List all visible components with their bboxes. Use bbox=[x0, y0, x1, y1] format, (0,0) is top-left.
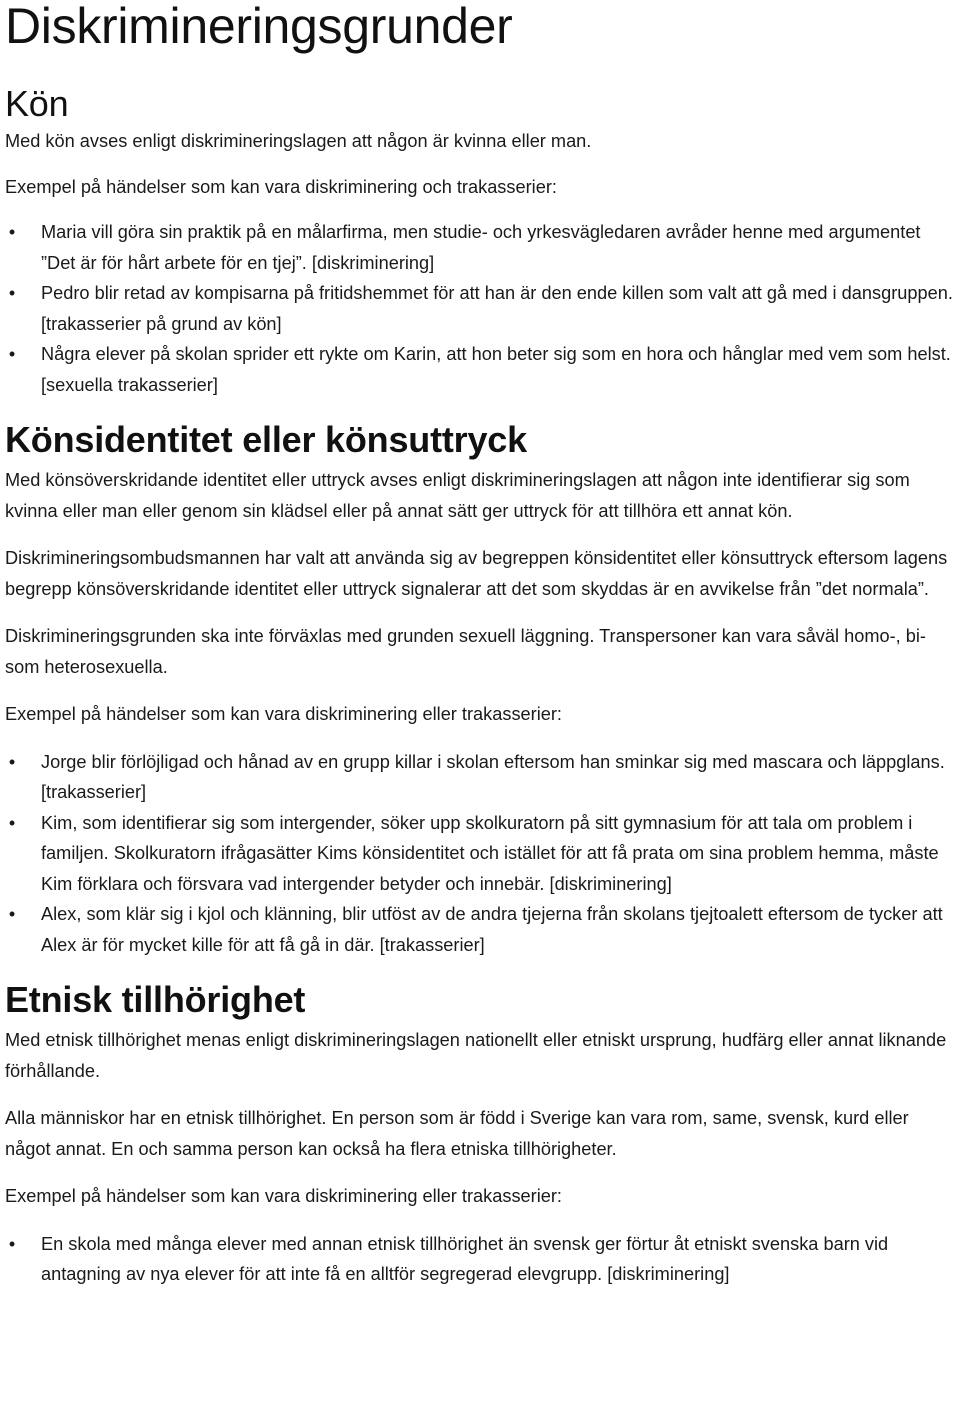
bullet-icon: • bbox=[8, 344, 16, 364]
example-text: Jorge blir förlöjligad och hånad av en grupp killar i skolan eftersom han sminkar sig med mascara och läppglans. [trakasserier] bbox=[41, 751, 945, 802]
example-text: Alex, som klär sig i kjol och klänning, blir utföst av de andra tjejerna från skolans tjejtoalett eftersom de tycker att Alex är för mycket kille för att få gå in där. [trakasserier] bbox=[41, 904, 943, 955]
section-konsidentitet-examples-intro: Exempel på händelser som kan vara diskriminering eller trakasserier: bbox=[5, 704, 562, 724]
bullet-icon: • bbox=[8, 1233, 16, 1254]
section-konsidentitet-definition: Med könsöverskridande identitet eller uttryck avses enligt diskrimineringslagen att någon inte identifierar sig som kvinna eller man eller genom sin klädsel eller på annat sätt ger uttryck för att tillhöra ett annat kön. bbox=[5, 470, 910, 521]
section-etnisk-definition: Med etnisk tillhörighet menas enligt diskrimineringslagen nationellt eller etniskt ursprung, hudfärg eller annat liknande förhållande. bbox=[5, 1030, 947, 1081]
section-etnisk-examples-intro: Exempel på händelser som kan vara diskriminering eller trakasserier: bbox=[5, 1186, 562, 1206]
example-text: Kim, som identifierar sig som intergender, söker upp skolkuratorn på sitt gymnasium för att tala om problem i familjen. Skolkuratorn ifrågasätter Kims könsidentitet och istället för att få prata om sina problem hemma, måste Kim förklara och försvara vad intergender betyder och innebär. [diskriminering] bbox=[41, 812, 939, 894]
list-item bbox=[5, 899, 957, 960]
document-page bbox=[5, 0, 957, 1290]
section-heading-konsidentitet: Könsidentitet eller könsuttryck bbox=[5, 419, 527, 460]
section-etnisk-paragraph: Alla människor har en etnisk tillhörighet. En person som är född i Sverige kan vara rom, same, svensk, kurd eller något annat. En och samma person kan också ha flera etniska tillhörigheter. bbox=[5, 1108, 909, 1159]
section-heading-etnisk: Etnisk tillhörighet bbox=[5, 979, 306, 1020]
example-text: Några elever på skolan sprider ett rykte om Karin, att hon beter sig som en hora och hånglar med vem som helst. [sexuella trakasserier] bbox=[41, 344, 951, 395]
example-text: Pedro blir retad av kompisarna på fritidshemmet för att han är den ende killen som valt att gå med i dansgruppen. [trakasserier på grund av kön] bbox=[41, 283, 953, 334]
list-item bbox=[5, 808, 957, 900]
list-item bbox=[5, 217, 957, 278]
bullet-icon: • bbox=[8, 812, 16, 833]
section-etnisk-examples-list bbox=[5, 1229, 957, 1290]
list-item bbox=[5, 339, 957, 400]
bullet-icon: • bbox=[8, 283, 16, 303]
section-kon-definition: Med kön avses enligt diskrimineringslagen att någon är kvinna eller man. bbox=[5, 131, 592, 151]
section-konsidentitet-paragraph: Diskrimineringsgrunden ska inte förväxlas med grunden sexuell läggning. Transpersoner kan vara såväl homo-, bi- som heterosexuella. bbox=[5, 626, 926, 677]
document-title: Diskrimineringsgrunder bbox=[5, 0, 513, 54]
bullet-icon: • bbox=[8, 904, 16, 924]
bullet-icon: • bbox=[8, 222, 16, 242]
list-item bbox=[5, 747, 957, 808]
list-item bbox=[5, 1229, 957, 1290]
bullet-icon: • bbox=[8, 751, 16, 772]
section-kon-examples-intro: Exempel på händelser som kan vara diskriminering och trakasserier: bbox=[5, 176, 557, 197]
list-item bbox=[5, 278, 957, 339]
section-konsidentitet-paragraph: Diskrimineringsombudsmannen har valt att använda sig av begreppen könsidentitet eller könsuttryck eftersom lagens begrepp könsöverskridande identitet eller uttryck signalerar att det som skyddas är en avvikelse från ”det normala”. bbox=[5, 548, 948, 599]
section-kon-examples-list bbox=[5, 217, 957, 400]
section-konsidentitet-examples-list bbox=[5, 747, 957, 961]
example-text: En skola med många elever med annan etnisk tillhörighet än svensk ger förtur åt etniskt svenska barn vid antagning av nya elever för att inte få en alltför segregerad elevgrupp. [diskriminering] bbox=[41, 1233, 889, 1284]
example-text: Maria vill göra sin praktik på en målarfirma, men studie- och yrkesvägledaren avråder henne med argumentet ”Det är för hårt arbete för en tjej”. [diskriminering] bbox=[41, 222, 921, 273]
section-heading-kon: Kön bbox=[5, 83, 69, 124]
